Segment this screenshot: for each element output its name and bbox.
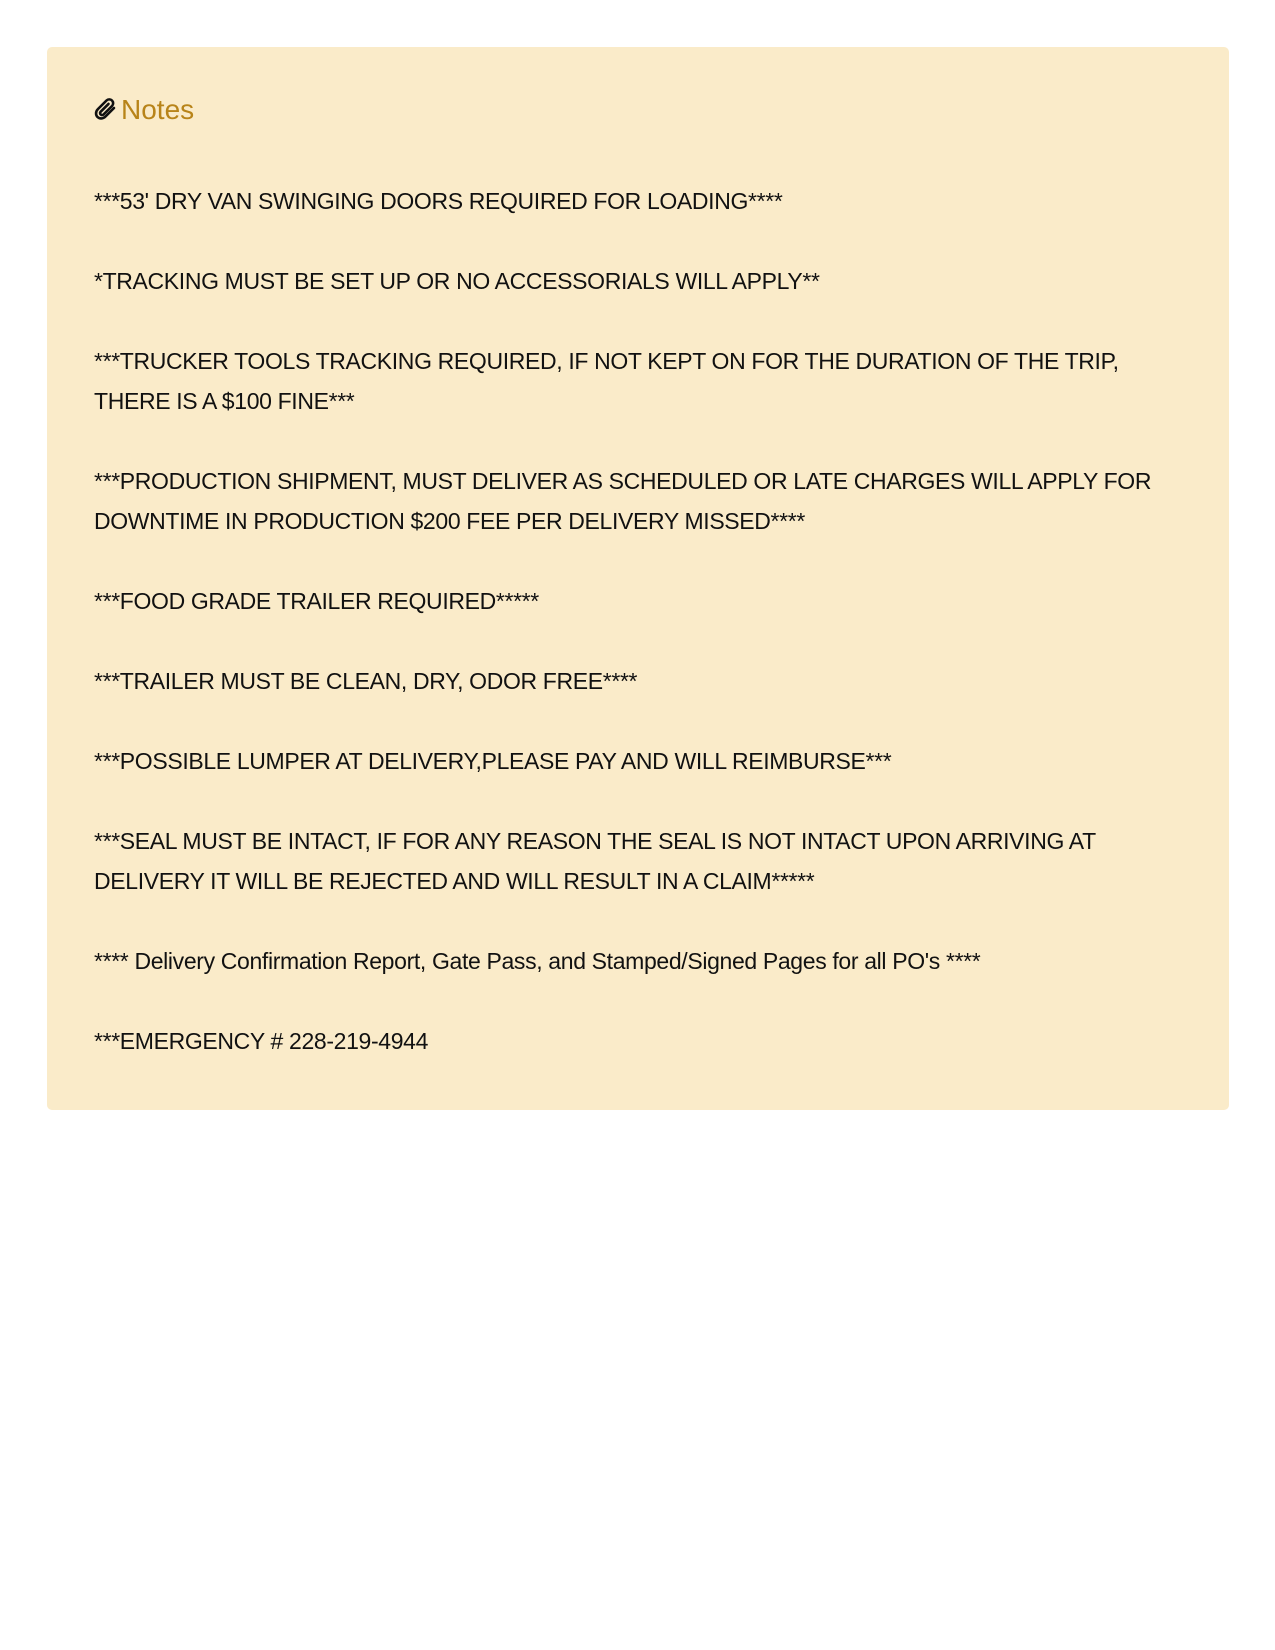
note-item: ***53' DRY VAN SWINGING DOORS REQUIRED FOR LOADING**** (94, 188, 783, 214)
notes-list (94, 181, 1182, 1061)
note-item: ***TRAILER MUST BE CLEAN, DRY, ODOR FREE**** (94, 668, 638, 694)
note-item: *TRACKING MUST BE SET UP OR NO ACCESSORIALS WILL APPLY** (94, 268, 820, 294)
notes-title: Notes (121, 94, 195, 125)
notes-header (94, 93, 1182, 127)
note-item: ***TRUCKER TOOLS TRACKING REQUIRED, IF NOT KEPT ON FOR THE DURATION OF THE TRIP, THERE IS A $100 FINE*** (94, 348, 1119, 414)
note-item: **** Delivery Confirmation Report, Gate Pass, and Stamped/Signed Pages for all PO's **** (94, 948, 981, 974)
note-item: ***FOOD GRADE TRAILER REQUIRED***** (94, 588, 539, 614)
note-item: ***EMERGENCY # 228-219-4944 (94, 1028, 429, 1054)
paperclip-icon (94, 97, 118, 123)
note-item: ***SEAL MUST BE INTACT, IF FOR ANY REASON THE SEAL IS NOT INTACT UPON ARRIVING AT DELIVERY IT WILL BE REJECTED AND WILL RESULT IN A CLAIM***** (94, 828, 1096, 894)
note-item: ***PRODUCTION SHIPMENT, MUST DELIVER AS SCHEDULED OR LATE CHARGES WILL APPLY FOR DOWNTIME IN PRODUCTION $200 FEE PER DELIVERY MISSED**** (94, 468, 1152, 534)
note-item: ***POSSIBLE LUMPER AT DELIVERY,PLEASE PAY AND WILL REIMBURSE*** (94, 748, 892, 774)
notes-panel (47, 47, 1229, 1110)
